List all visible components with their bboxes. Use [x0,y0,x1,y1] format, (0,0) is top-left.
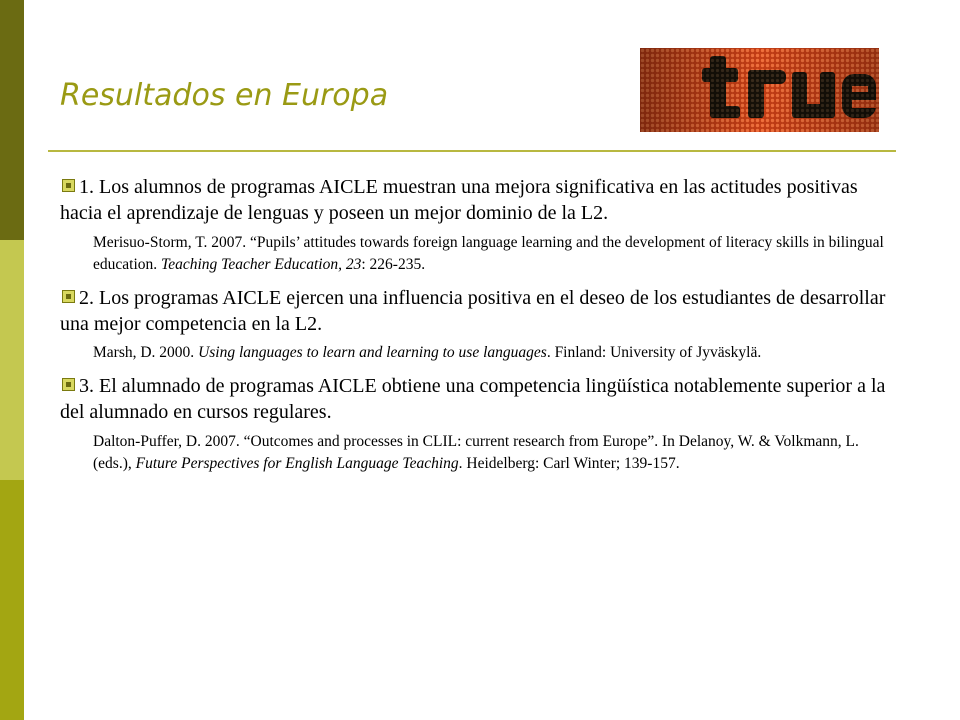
left-stripe-bottom [0,480,24,720]
slide-body [60,174,900,475]
reference-2-text: Marsh, D. 2000. [93,344,199,361]
square-bullet-icon [62,179,75,192]
reference-3 [93,431,900,475]
point-2-text: 2. Los programas AICLE ejercen una influencia positiva en el deseo de los estudiantes de desarrollar una mejor competencia en la L2. [60,287,886,335]
point-1-text: 1. Los alumnos de programas AICLE muestran una mejora significativa en las actitudes positivas hacia el aprendizaje de lenguas y poseen un mejor dominio de la L2. [60,176,858,224]
square-bullet-icon [62,378,75,391]
slide-title: Resultados en Europa [60,78,389,113]
point-2 [60,285,900,337]
reference-2 [93,342,900,364]
left-stripe-middle [0,240,24,480]
point-1 [60,174,900,226]
reference-2-publisher: . Finland: University of Jyväskylä. [546,344,762,361]
title-divider [48,150,896,152]
reference-3-publisher: . Heidelberg: Carl Winter; 139-157. [458,455,680,472]
reference-1-pages: : 226-235. [361,256,426,273]
reference-2-title: Using languages to learn and learning to use languages [198,344,547,361]
reference-3-text: Dalton-Puffer, D. 2007. “Outcomes and processes in CLIL: current research from Europe”. In Delanoy, W. & Volkmann, L. (eds.), [93,433,859,472]
square-bullet-icon [62,290,75,303]
reference-1-title: Teaching Teacher Education, 23 [161,256,362,273]
reference-1-text: Merisuo-Storm, T. 2007. “Pupils’ attitudes towards foreign language learning and the development of literacy skills in bilingual education. [93,234,884,273]
point-3 [60,373,900,425]
left-stripe-top [0,0,24,240]
true-sign-image [640,48,879,132]
true-sign-svg [640,48,879,132]
point-3-text: 3. El alumnado de programas AICLE obtiene una competencia lingüística notablemente superior a la del alumnado en cursos regulares. [60,375,886,423]
reference-3-title: Future Perspectives for English Language Teaching [135,455,459,472]
reference-1 [93,232,900,276]
